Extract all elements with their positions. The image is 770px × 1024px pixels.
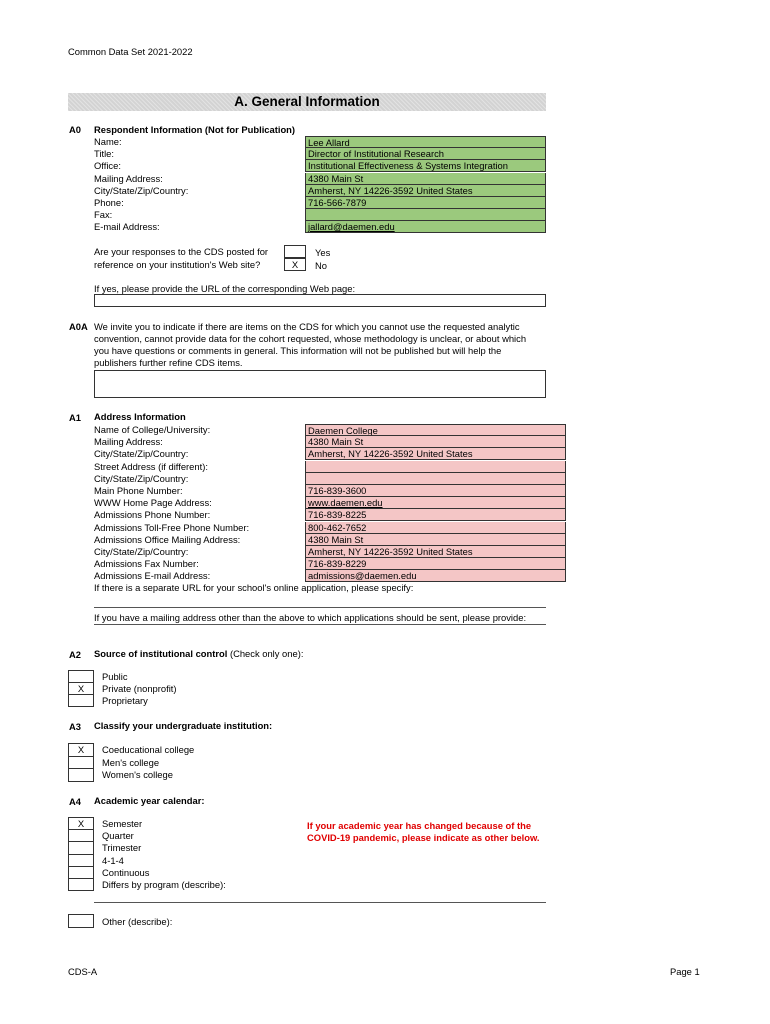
a1-code: A1 <box>69 412 81 423</box>
field-label: Office: <box>94 160 121 172</box>
covid-note-line2: COVID-19 pandemic, please indicate as other below. <box>307 832 540 843</box>
a2-code: A2 <box>69 649 81 660</box>
field-label: Name of College/University: <box>94 424 211 435</box>
option-checkbox[interactable] <box>68 829 94 842</box>
field-value[interactable]: www.daemen.edu <box>305 497 566 509</box>
a0a-line4: publishers further refine CDS items. <box>94 357 243 368</box>
section-band <box>68 93 546 111</box>
field-label: Admissions E-mail Address: <box>94 570 211 582</box>
field-value[interactable]: 716-839-8229 <box>305 558 566 570</box>
option-checkbox[interactable]: X <box>68 817 94 830</box>
field-value[interactable]: Amherst, NY 14226-3592 United States <box>305 448 566 460</box>
field-value[interactable]: 4380 Main St <box>305 436 566 448</box>
option-checkbox[interactable] <box>68 694 94 707</box>
option-checkbox[interactable] <box>68 841 94 854</box>
covid-note-line1: If your academic year has changed because of the <box>307 820 532 831</box>
field-label: Admissions Toll-Free Phone Number: <box>94 521 250 533</box>
field-value[interactable]: Daemen College <box>305 424 566 436</box>
a4-code: A4 <box>69 796 81 807</box>
url-prompt: If yes, please provide the URL of the corresponding Web page: <box>94 283 356 294</box>
a0-title: Respondent Information (Not for Publication) <box>94 124 296 135</box>
a3-code: A3 <box>69 721 81 732</box>
option-label: Public <box>102 671 128 682</box>
field-value[interactable]: Amherst, NY 14226-3592 United States <box>305 546 566 558</box>
field-label: Mailing Address: <box>94 436 163 448</box>
section-title: A. General Information <box>234 94 380 109</box>
online-app-prompt: If there is a separate URL for your school's online application, please specify: <box>94 582 414 593</box>
footer-page-number: Page 1 <box>670 966 700 977</box>
field-label: E-mail Address: <box>94 221 160 233</box>
field-label: Name: <box>94 136 122 147</box>
field-value[interactable]: 716-566-7879 <box>305 197 546 209</box>
option-label: 4-1-4 <box>102 854 124 866</box>
option-label: Continuous <box>102 866 150 878</box>
online-app-line[interactable] <box>94 607 546 608</box>
footer-left: CDS-A <box>68 966 98 977</box>
field-value[interactable]: 4380 Main St <box>305 534 566 546</box>
field-label: City/State/Zip/Country: <box>94 184 189 196</box>
field-value[interactable] <box>305 461 566 473</box>
field-value[interactable]: Amherst, NY 14226-3592 United States <box>305 185 546 197</box>
option-checkbox[interactable] <box>68 756 94 770</box>
field-label: Admissions Fax Number: <box>94 558 199 570</box>
a0a-code: A0A <box>69 321 88 332</box>
a0a-comment-box[interactable] <box>94 370 546 398</box>
option-label: Trimester <box>102 842 142 854</box>
posted-question-line1: Are your responses to the CDS posted for <box>94 246 269 257</box>
mailing-prompt: If you have a mailing address other than the above to which applications should be sent, please provide: <box>94 612 527 623</box>
option-label: Proprietary <box>102 695 148 706</box>
a2-title: Source of institutional control <box>94 648 228 659</box>
option-label: Coeducational college <box>102 744 195 755</box>
field-value[interactable]: 716-839-3600 <box>305 485 566 497</box>
option-label: Semester <box>102 818 143 829</box>
option-label: Men's college <box>102 756 160 768</box>
field-label: Mailing Address: <box>94 172 163 184</box>
other-checkbox[interactable] <box>68 914 94 928</box>
differs-describe-line[interactable] <box>94 902 546 903</box>
field-value[interactable] <box>305 209 546 221</box>
field-label: City/State/Zip/Country: <box>94 448 189 460</box>
field-value[interactable]: Lee Allard <box>305 136 546 148</box>
field-label: Title: <box>94 148 114 160</box>
field-value[interactable]: admissions@daemen.edu <box>305 570 566 582</box>
a1-title: Address Information <box>94 411 186 422</box>
field-label: Main Phone Number: <box>94 485 183 496</box>
option-checkbox[interactable] <box>68 768 94 782</box>
mailing-line[interactable] <box>94 624 546 625</box>
option-label: Differs by program (describe): <box>102 879 226 890</box>
field-value[interactable]: 4380 Main St <box>305 173 546 185</box>
field-label: WWW Home Page Address: <box>94 497 212 509</box>
option-checkbox[interactable] <box>68 854 94 867</box>
field-value[interactable]: Director of Institutional Research <box>305 148 546 160</box>
field-value[interactable]: jallard@daemen.edu <box>305 221 546 233</box>
a4-title: Academic year calendar: <box>94 795 205 806</box>
posted-question-line2: reference on your institution's Web site? <box>94 259 261 270</box>
field-label: Admissions Office Mailing Address: <box>94 533 241 545</box>
option-label: Women's college <box>102 769 173 780</box>
field-label: Fax: <box>94 209 113 221</box>
a0a-line3: you have questions or comments in general. This information will not be published but will help the <box>94 345 502 356</box>
no-checkbox[interactable]: X <box>284 258 306 271</box>
a0a-line1: We invite you to indicate if there are items on the CDS for which you cannot use the requested analytic <box>94 321 520 332</box>
field-value[interactable]: 716-839-8225 <box>305 509 566 521</box>
a0-code: A0 <box>69 124 81 135</box>
option-checkbox[interactable]: X <box>68 743 94 757</box>
field-value[interactable] <box>305 473 566 485</box>
url-input[interactable] <box>94 294 546 307</box>
field-label: Admissions Phone Number: <box>94 509 211 521</box>
field-label: City/State/Zip/Country: <box>94 472 189 484</box>
field-label: Phone: <box>94 197 124 208</box>
option-label: Private (nonprofit) <box>102 683 177 694</box>
option-label: Quarter <box>102 830 134 842</box>
field-value[interactable]: Institutional Effectiveness & Systems Integration <box>305 160 546 172</box>
a2-title-note: (Check only one): <box>227 648 304 659</box>
field-label: City/State/Zip/Country: <box>94 546 189 557</box>
field-value[interactable]: 800-462-7652 <box>305 522 566 534</box>
a0a-line2: convention, cannot provide data for the cohort requested, whose methodology is unclear, or about which <box>94 333 527 344</box>
no-label: No <box>315 260 327 271</box>
other-label: Other (describe): <box>102 916 173 927</box>
option-checkbox[interactable] <box>68 866 94 879</box>
option-checkbox[interactable]: X <box>68 682 94 695</box>
yes-label: Yes <box>315 247 331 258</box>
option-checkbox[interactable] <box>68 878 94 891</box>
a3-title: Classify your undergraduate institution: <box>94 720 273 731</box>
document-header: Common Data Set 2021-2022 <box>68 46 193 57</box>
yes-checkbox[interactable] <box>284 245 306 258</box>
field-label: Street Address (if different): <box>94 460 208 472</box>
